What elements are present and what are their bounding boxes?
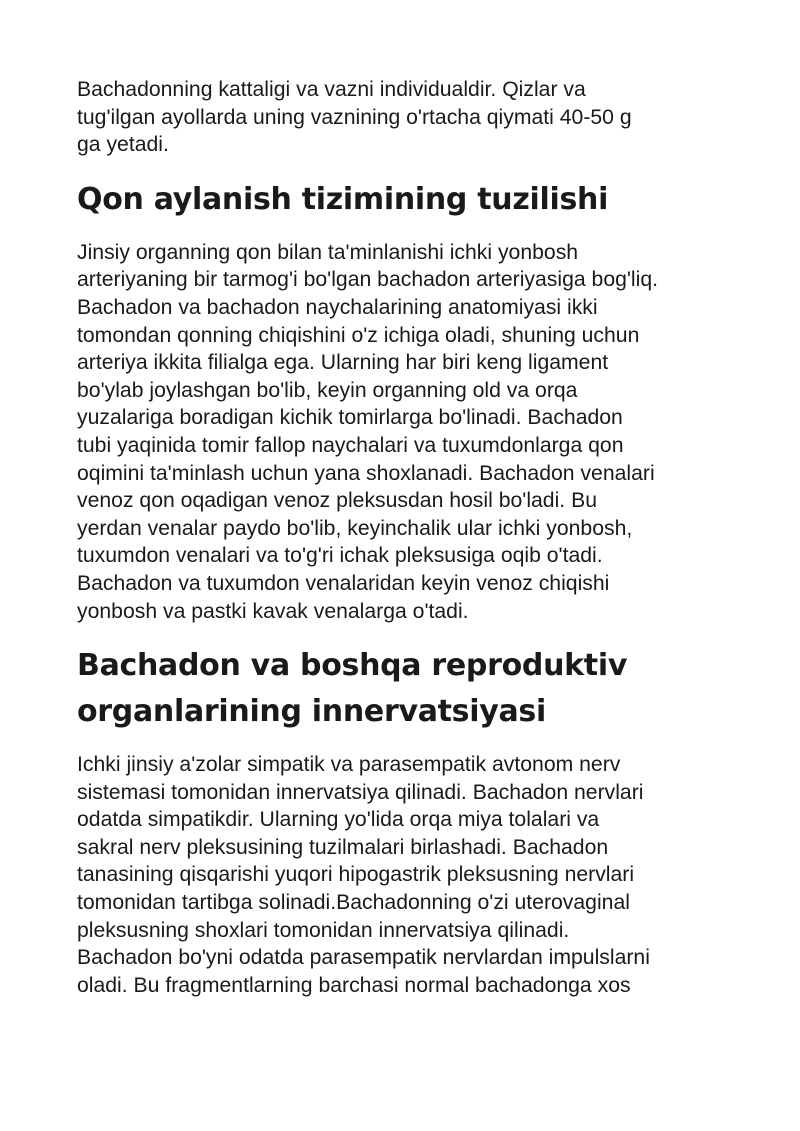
circulation-paragraph: Jinsiy organning qon bilan ta'minlanishi ichki yonbosh arteriyaning bir tarmog'i bo'lgan bachadon arteriyasiga bog'liq. Bachadon va bachadon naychalarining anatomiyasi ikki tomondan qonning chiqishini o'z ichiga oladi, shuning uchun arteriya ikkita filialga ega. Ularning har biri keng ligament bo'ylab joylashgan bo'lib, keyin organning old va orqa yuzalariga boradigan kichik tomirlarga bo'linadi. Bachadon tubi yaqinida tomir fallop naychalari va tuxumdonlarga qon oqimini ta'minlash uchun yana shoxlanadi. Bachadon venalari venoz qon oqadigan venoz pleksusdan hosil bo'ladi. Bu yerdan venalar paydo bo'lib, keyinchalik ular ichki yonbosh, tuxumdon venalari va to'g'ri ichak pleksusiga oqib o'tadi. Bachadon va tuxumdon venalaridan keyin venoz chiqishi yonbosh va pastki kavak venalarga o'tadi. bbox=[77, 240, 659, 623]
section-heading-innervation: Bachadon va boshqa reproduktiv organlarining innervatsiyasi bbox=[77, 648, 628, 730]
document-page bbox=[77, 76, 747, 999]
intro-paragraph: Bachadonning kattaligi va vazni individualdir. Qizlar va tug'ilgan ayollarda uning vaznining o'rtacha qiymati 40-50 g ga yetadi. bbox=[77, 78, 632, 157]
innervation-paragraph: Ichki jinsiy a'zolar simpatik va parasempatik avtonom nerv sistemasi tomonidan innervatsiya qilinadi. Bachadon nervlari odatda simpatikdir. Ularning yo'lida orqa miya tolalari va sakral nerv pleksusining tuzilmalari birlashadi. Bachadon tanasining qisqarishi yuqori hipogastrik pleksusning nervlari tomonidan tartibga solinadi.Bachadonning o'zi uterovaginal pleksusning shoxlari tomonidan innervatsiya qilinadi. Bachadon bo'yni odatda parasempatik nervlardan impulslarni oladi. Bu fragmentlarning barchasi normal bachadonga xos bbox=[77, 753, 650, 997]
section-heading-circulation: Qon aylanish tizimining tuzilishi bbox=[77, 181, 609, 217]
